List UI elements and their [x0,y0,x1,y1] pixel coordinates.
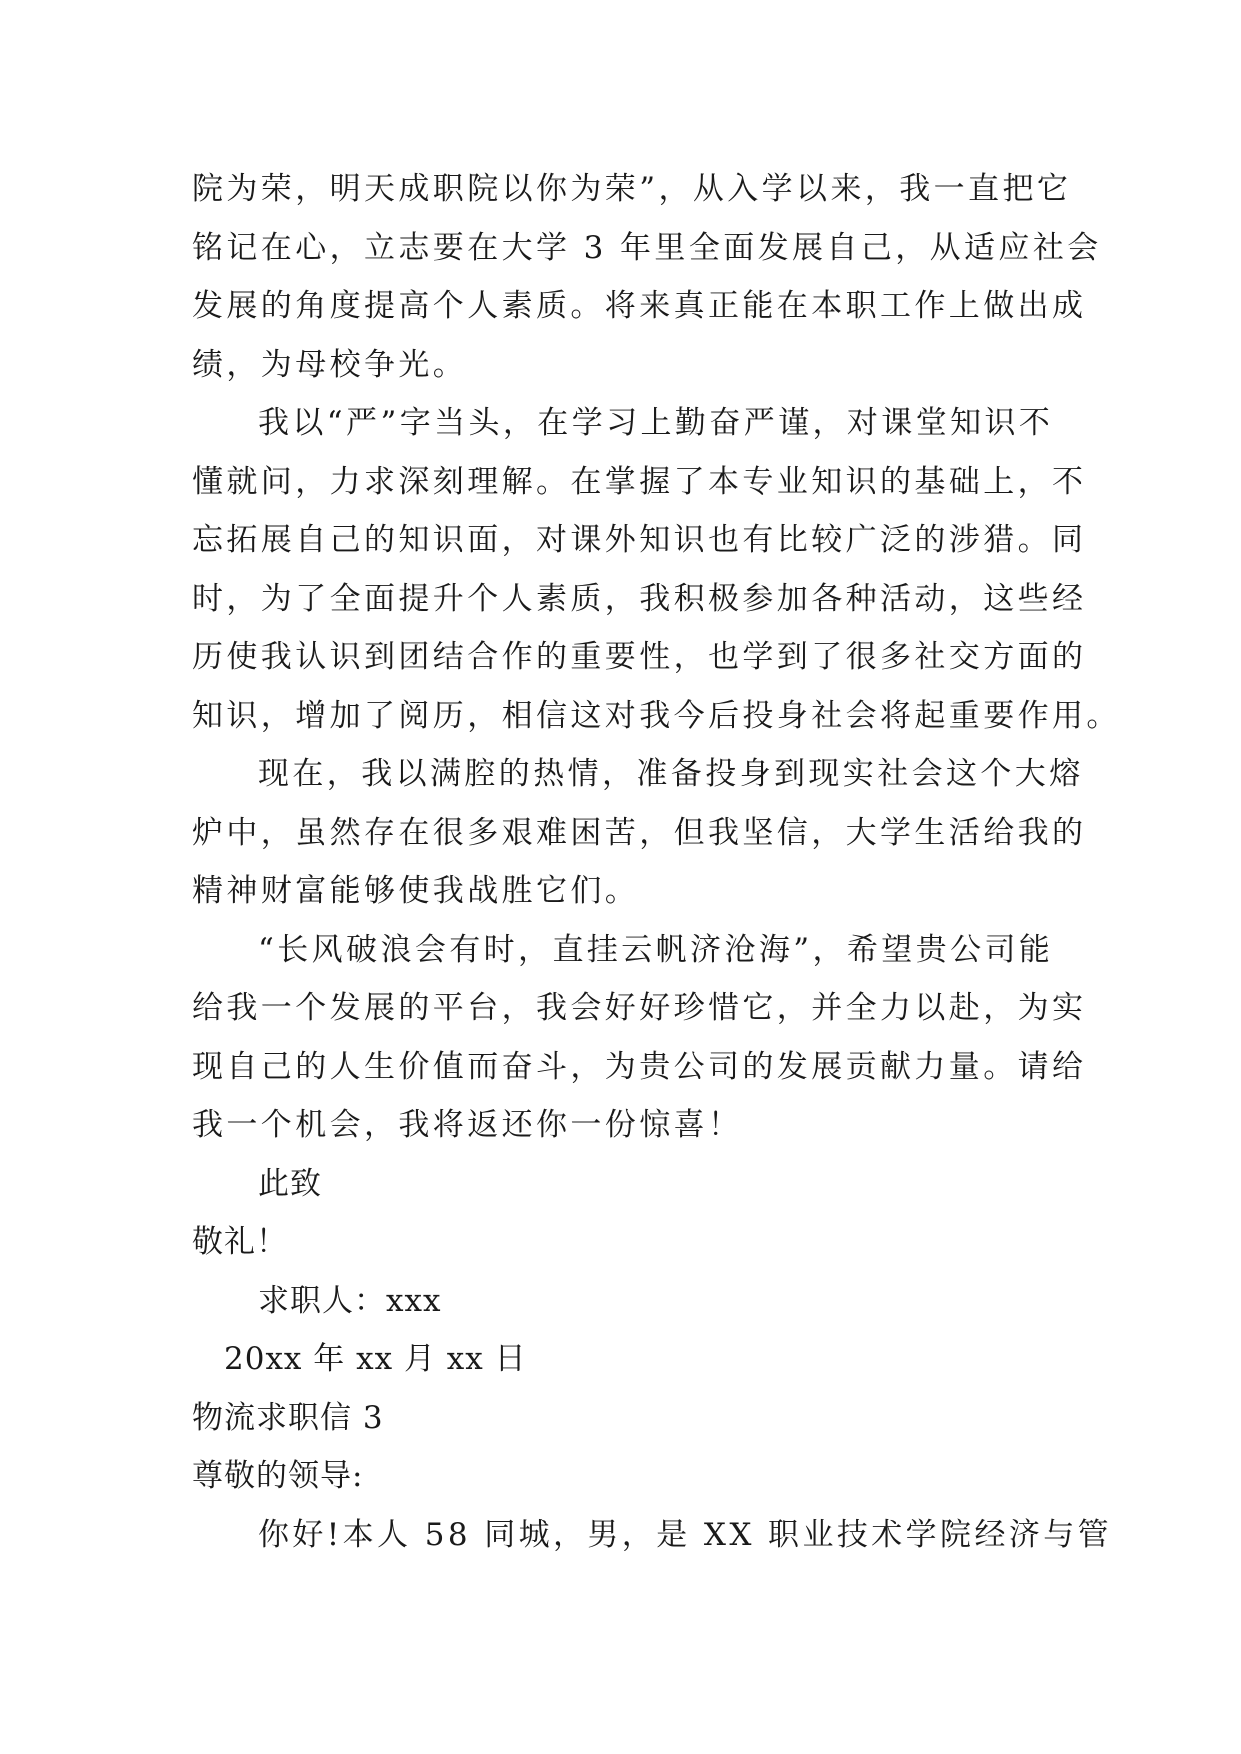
applicant-signature: 求职人：xxx [258,1282,442,1319]
text-line: 绩，为母校争光。 [192,346,468,383]
text-line: 铭记在心，立志要在大学 3 年里全面发展自己，从适应社会 [192,229,1102,266]
closing-salutation: 此致 [258,1165,322,1202]
text-line: 我一个机会，我将返还你一份惊喜！ [192,1107,743,1143]
letter-date: 20xx 年 xx 月 xx 日 [224,1341,527,1377]
text-line: 懂就问，力求深刻理解。在掌握了本专业知识的基础上，不 [192,463,1087,500]
letter-greeting: 尊敬的领导: [192,1458,364,1494]
text-line: 精神财富能够使我战胜它们。 [192,873,640,909]
text-line: 炉中，虽然存在很多艰难困苦，但我坚信，大学生活给我的 [192,814,1087,851]
text-line: 院为荣，明天成职院以你为荣”，从入学以来，我一直把它 [192,171,1072,207]
text-line: 发展的角度提高个人素质。将来真正能在本职工作上做出成 [192,288,1087,324]
paragraph-start-line: 你好!本人 58 同城，男，是 XX 职业技术学院经济与管 [258,1516,1113,1553]
closing-regards: 敬礼！ [192,1224,288,1260]
text-line: 历使我认识到团结合作的重要性，也学到了很多社交方面的 [192,639,1087,675]
text-line: 忘拓展自己的知识面，对课外知识也有比较广泛的涉猎。同 [192,522,1087,558]
letter-body [192,160,1121,1564]
text-line: 时，为了全面提升个人素质，我积极参加各种活动，这些经 [192,580,1087,617]
text-line: 现自己的人生价值而奋斗，为贵公司的发展贡献力量。请给 [192,1048,1087,1085]
paragraph-start-line: 现在，我以满腔的热情，准备投身到现实社会这个大熔 [258,756,1084,792]
text-line: 给我一个发展的平台，我会好好珍惜它，并全力以赴，为实 [192,990,1087,1026]
section-title: 物流求职信 3 [192,1399,384,1436]
paragraph-start-line: “长风破浪会有时，直挂云帆济沧海”，希望贵公司能 [258,931,1054,968]
paragraph-start-line: 我以“严”字当头，在学习上勤奋严谨，对课堂知识不 [258,405,1054,441]
text-line: 知识，增加了阅历，相信这对我今后投身社会将起重要作用。 [192,697,1121,734]
